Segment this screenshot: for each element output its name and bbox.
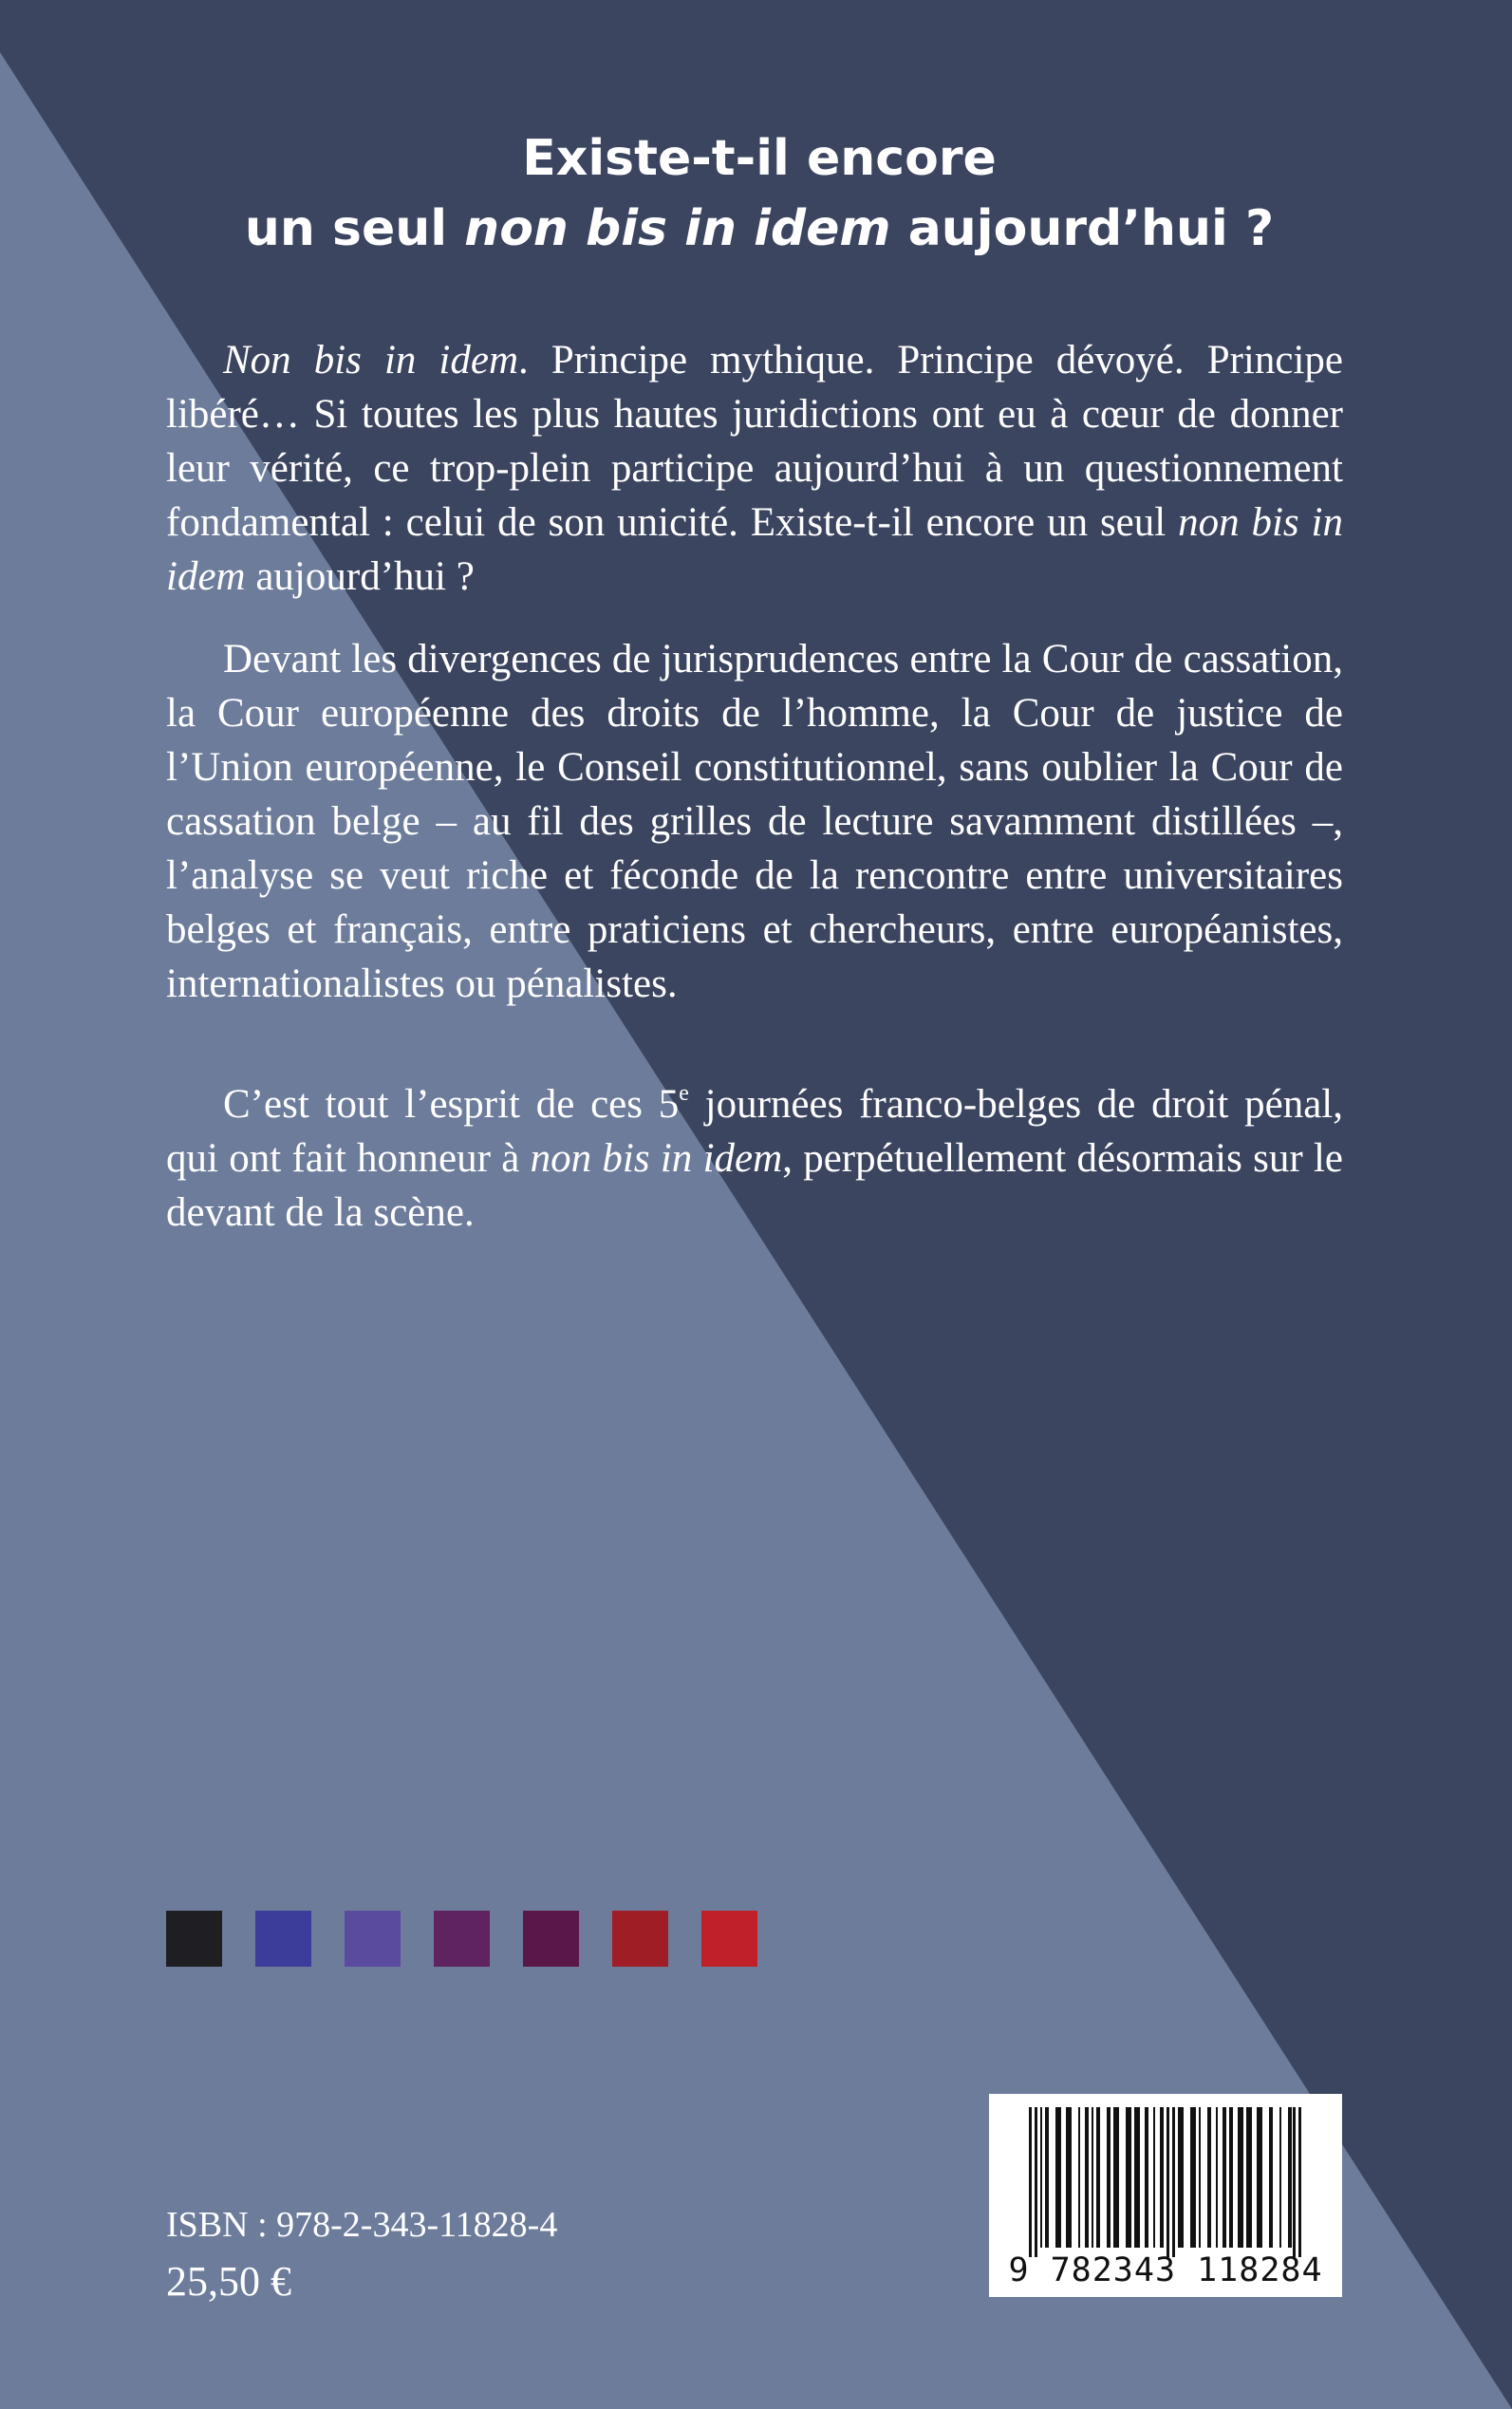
barcode-bar [1288, 2107, 1292, 2248]
barcode-bar [1298, 2107, 1301, 2257]
paragraph-intro-text: . Principe mythique. Principe dévoyé. Principe libéré… Si toutes les plus hautes juridictions ont eu à cœur de donner leur vérité, ce trop-plein participe aujourd’hui à un questionnement fondamental : celui de son unicité. Existe-t-il encore un seul [166, 338, 1343, 545]
barcode-bar [1207, 2107, 1211, 2248]
barcode-bar [1035, 2107, 1037, 2257]
paragraph-analysis [166, 632, 1343, 1011]
barcode-bar [1178, 2107, 1184, 2248]
barcode-digits: 9 782343 118284 [1008, 2251, 1323, 2289]
barcode-bar [1216, 2107, 1218, 2248]
color-swatch-7 [701, 1911, 757, 1967]
barcode-bar [1229, 2107, 1233, 2248]
paragraph-analysis-text: Devant les divergences de jurisprudences entre la Cour de cassation, la Cour européenne des droits de l’homme, la Cour de justice de l’Union européenne, le Conseil constitutionnel, sans oublier la Cour de cassation belge – au fil des grilles de lecture savamment distillées –, l’analyse se veut riche et féconde de la rencontre entre universitaires belges et français, entre praticiens et chercheurs, entre européanistes, internationalistes ou pénalistes. [166, 637, 1343, 1006]
color-swatch-4 [434, 1911, 490, 1967]
barcode-bar [1172, 2107, 1175, 2257]
title-line-2-start: un seul [244, 200, 465, 257]
paragraph-conclusion-latin: non bis in idem [530, 1136, 783, 1181]
color-swatch-2 [255, 1911, 311, 1967]
barcode-bar [1190, 2107, 1196, 2248]
barcode-bar [1092, 2107, 1093, 2248]
paragraph-intro-end: aujourd’hui ? [245, 554, 475, 599]
barcode-bar [1199, 2107, 1201, 2248]
barcode-bar [1269, 2107, 1273, 2248]
color-swatch-row [166, 1911, 757, 1967]
paragraph-intro-lead: Non bis in idem [223, 338, 519, 383]
color-swatch-5 [523, 1911, 579, 1967]
paragraph-conclusion-end: , perpétuellement désormais sur le devant de la scène. [166, 1136, 1343, 1235]
barcode-bar [1153, 2107, 1155, 2248]
barcode-bar [1279, 2107, 1281, 2248]
barcode-bar [1029, 2107, 1032, 2257]
barcode-bar [1096, 2107, 1100, 2248]
color-swatch-3 [345, 1911, 401, 1967]
barcode-bar [1223, 2107, 1226, 2248]
barcode-bar [1045, 2107, 1049, 2248]
barcode-bar [1160, 2107, 1164, 2248]
paragraph-intro-latin: non bis in idem [166, 500, 1343, 599]
paragraph-conclusion-mid: journées franco-belges de droit pénal, qui ont fait honneur à [166, 1082, 1343, 1181]
isbn-label: ISBN : 978-2-343-11828-4 [166, 2205, 558, 2245]
title-line-1: Existe-t-il encore [522, 130, 997, 187]
title-latin-phrase: non bis in idem [464, 200, 891, 257]
barcode-bar [1078, 2107, 1080, 2248]
barcode-bar [1040, 2107, 1042, 2248]
paragraph-intro [166, 333, 1343, 604]
ordinal-superscript: e [679, 1081, 689, 1106]
barcode-bar [1085, 2107, 1089, 2248]
paragraph-conclusion [166, 1077, 1343, 1240]
barcode-bar [1238, 2107, 1243, 2248]
barcode-bar [1107, 2107, 1111, 2248]
barcode-bar [1134, 2107, 1140, 2248]
barcode-bar [1257, 2107, 1262, 2248]
color-swatch-6 [612, 1911, 668, 1967]
barcode-bar [1145, 2107, 1148, 2248]
price-label: 25,50 € [166, 2258, 291, 2305]
title-line-2-end: aujourd’hui ? [890, 200, 1275, 257]
barcode-bar [1113, 2107, 1119, 2248]
barcode-bar [1126, 2107, 1131, 2248]
paragraph-conclusion-start: C’est tout l’esprit de ces 5 [223, 1082, 680, 1127]
barcode-bar [1066, 2107, 1072, 2248]
barcode [989, 2094, 1342, 2297]
barcode-bar [1293, 2107, 1296, 2257]
title-line-2 [114, 194, 1405, 264]
barcode-bar [1055, 2107, 1061, 2248]
color-swatch-1 [166, 1911, 222, 1967]
barcode-bar [1167, 2107, 1169, 2257]
barcode-bar [1246, 2107, 1252, 2248]
